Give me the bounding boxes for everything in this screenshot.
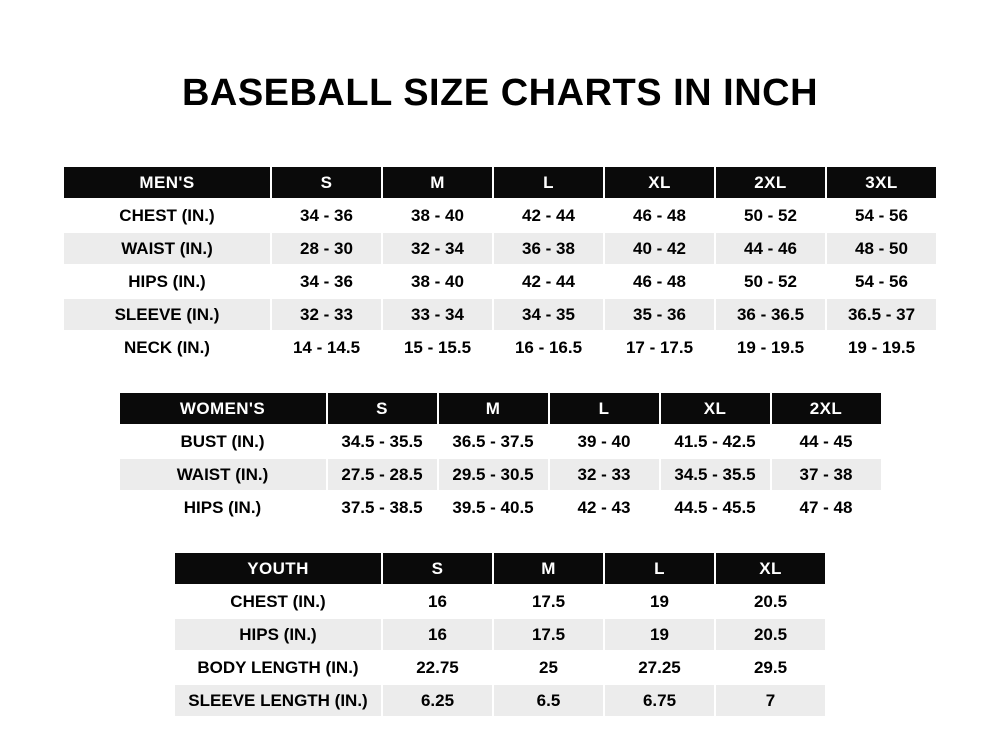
womens-header-l: L <box>549 392 660 425</box>
cell: 33 - 34 <box>382 298 493 331</box>
womens-size-table <box>118 391 883 525</box>
youth-header-s: S <box>382 552 493 585</box>
cell: 17.5 <box>493 618 604 651</box>
cell: 44.5 - 45.5 <box>660 491 771 524</box>
cell: 50 - 52 <box>715 265 826 298</box>
cell: 44 - 45 <box>771 425 882 458</box>
cell: 40 - 42 <box>604 232 715 265</box>
cell: 46 - 48 <box>604 265 715 298</box>
cell: 14 - 14.5 <box>271 331 382 364</box>
mens-size-table <box>62 165 938 365</box>
mens-header-xl: XL <box>604 166 715 199</box>
cell: 6.75 <box>604 684 715 717</box>
youth-header-m: M <box>493 552 604 585</box>
cell: 37.5 - 38.5 <box>327 491 438 524</box>
row-label: SLEEVE (IN.) <box>63 298 271 331</box>
youth-size-table <box>173 551 827 718</box>
womens-table-head <box>119 392 882 425</box>
womens-header-s: S <box>327 392 438 425</box>
table-header-row <box>174 552 826 585</box>
table-row <box>119 458 882 491</box>
womens-header-m: M <box>438 392 549 425</box>
cell: 25 <box>493 651 604 684</box>
table-row <box>119 491 882 524</box>
cell: 34.5 - 35.5 <box>660 458 771 491</box>
cell: 27.5 - 28.5 <box>327 458 438 491</box>
row-label: HIPS (IN.) <box>174 618 382 651</box>
cell: 32 - 33 <box>271 298 382 331</box>
section-spacer <box>0 525 1000 551</box>
mens-header-3xl: 3XL <box>826 166 937 199</box>
table-header-row <box>119 392 882 425</box>
row-label: WAIST (IN.) <box>63 232 271 265</box>
cell: 38 - 40 <box>382 265 493 298</box>
womens-size-section <box>0 391 1000 525</box>
table-row <box>63 298 937 331</box>
mens-header-2xl: 2XL <box>715 166 826 199</box>
row-label: WAIST (IN.) <box>119 458 327 491</box>
table-row <box>63 331 937 364</box>
row-label: HIPS (IN.) <box>119 491 327 524</box>
cell: 32 - 33 <box>549 458 660 491</box>
cell: 27.25 <box>604 651 715 684</box>
cell: 38 - 40 <box>382 199 493 232</box>
table-row <box>174 684 826 717</box>
cell: 34.5 - 35.5 <box>327 425 438 458</box>
cell: 17.5 <box>493 585 604 618</box>
cell: 54 - 56 <box>826 199 937 232</box>
mens-table-head <box>63 166 937 199</box>
womens-header-xl: XL <box>660 392 771 425</box>
mens-header-s: S <box>271 166 382 199</box>
youth-header-l: L <box>604 552 715 585</box>
cell: 20.5 <box>715 618 826 651</box>
mens-size-section <box>0 165 1000 365</box>
section-spacer <box>0 365 1000 391</box>
youth-header-xl: XL <box>715 552 826 585</box>
tables-container <box>0 115 1000 718</box>
table-row <box>63 232 937 265</box>
cell: 35 - 36 <box>604 298 715 331</box>
table-header-row <box>63 166 937 199</box>
cell: 19 <box>604 618 715 651</box>
page-title: BASEBALL SIZE CHARTS IN INCH <box>181 72 819 114</box>
cell: 42 - 44 <box>493 265 604 298</box>
mens-table-body <box>63 199 937 364</box>
cell: 39 - 40 <box>549 425 660 458</box>
row-label: CHEST (IN.) <box>174 585 382 618</box>
cell: 46 - 48 <box>604 199 715 232</box>
cell: 15 - 15.5 <box>382 331 493 364</box>
womens-table-body <box>119 425 882 524</box>
cell: 37 - 38 <box>771 458 882 491</box>
cell: 28 - 30 <box>271 232 382 265</box>
cell: 48 - 50 <box>826 232 937 265</box>
cell: 29.5 - 30.5 <box>438 458 549 491</box>
cell: 54 - 56 <box>826 265 937 298</box>
mens-header-category: MEN'S <box>63 166 271 199</box>
cell: 34 - 35 <box>493 298 604 331</box>
row-label: CHEST (IN.) <box>63 199 271 232</box>
cell: 19 - 19.5 <box>826 331 937 364</box>
table-row <box>119 425 882 458</box>
cell: 42 - 43 <box>549 491 660 524</box>
table-row <box>174 585 826 618</box>
cell: 44 - 46 <box>715 232 826 265</box>
cell: 36 - 36.5 <box>715 298 826 331</box>
cell: 6.25 <box>382 684 493 717</box>
youth-table-head <box>174 552 826 585</box>
cell: 19 <box>604 585 715 618</box>
cell: 16 - 16.5 <box>493 331 604 364</box>
womens-header-category: WOMEN'S <box>119 392 327 425</box>
table-row <box>63 199 937 232</box>
cell: 22.75 <box>382 651 493 684</box>
cell: 16 <box>382 585 493 618</box>
row-label: SLEEVE LENGTH (IN.) <box>174 684 382 717</box>
table-row <box>63 265 937 298</box>
cell: 19 - 19.5 <box>715 331 826 364</box>
youth-table-body <box>174 585 826 717</box>
womens-header-2xl: 2XL <box>771 392 882 425</box>
row-label: HIPS (IN.) <box>63 265 271 298</box>
cell: 16 <box>382 618 493 651</box>
cell: 36 - 38 <box>493 232 604 265</box>
table-row <box>174 651 826 684</box>
cell: 29.5 <box>715 651 826 684</box>
row-label: BODY LENGTH (IN.) <box>174 651 382 684</box>
mens-header-l: L <box>493 166 604 199</box>
table-row <box>174 618 826 651</box>
youth-size-section <box>0 551 1000 718</box>
cell: 50 - 52 <box>715 199 826 232</box>
mens-header-m: M <box>382 166 493 199</box>
cell: 34 - 36 <box>271 199 382 232</box>
cell: 6.5 <box>493 684 604 717</box>
cell: 17 - 17.5 <box>604 331 715 364</box>
cell: 32 - 34 <box>382 232 493 265</box>
cell: 47 - 48 <box>771 491 882 524</box>
cell: 36.5 - 37 <box>826 298 937 331</box>
cell: 20.5 <box>715 585 826 618</box>
row-label: NECK (IN.) <box>63 331 271 364</box>
cell: 36.5 - 37.5 <box>438 425 549 458</box>
cell: 42 - 44 <box>493 199 604 232</box>
cell: 34 - 36 <box>271 265 382 298</box>
row-label: BUST (IN.) <box>119 425 327 458</box>
youth-header-category: YOUTH <box>174 552 382 585</box>
cell: 39.5 - 40.5 <box>438 491 549 524</box>
cell: 41.5 - 42.5 <box>660 425 771 458</box>
cell: 7 <box>715 684 826 717</box>
